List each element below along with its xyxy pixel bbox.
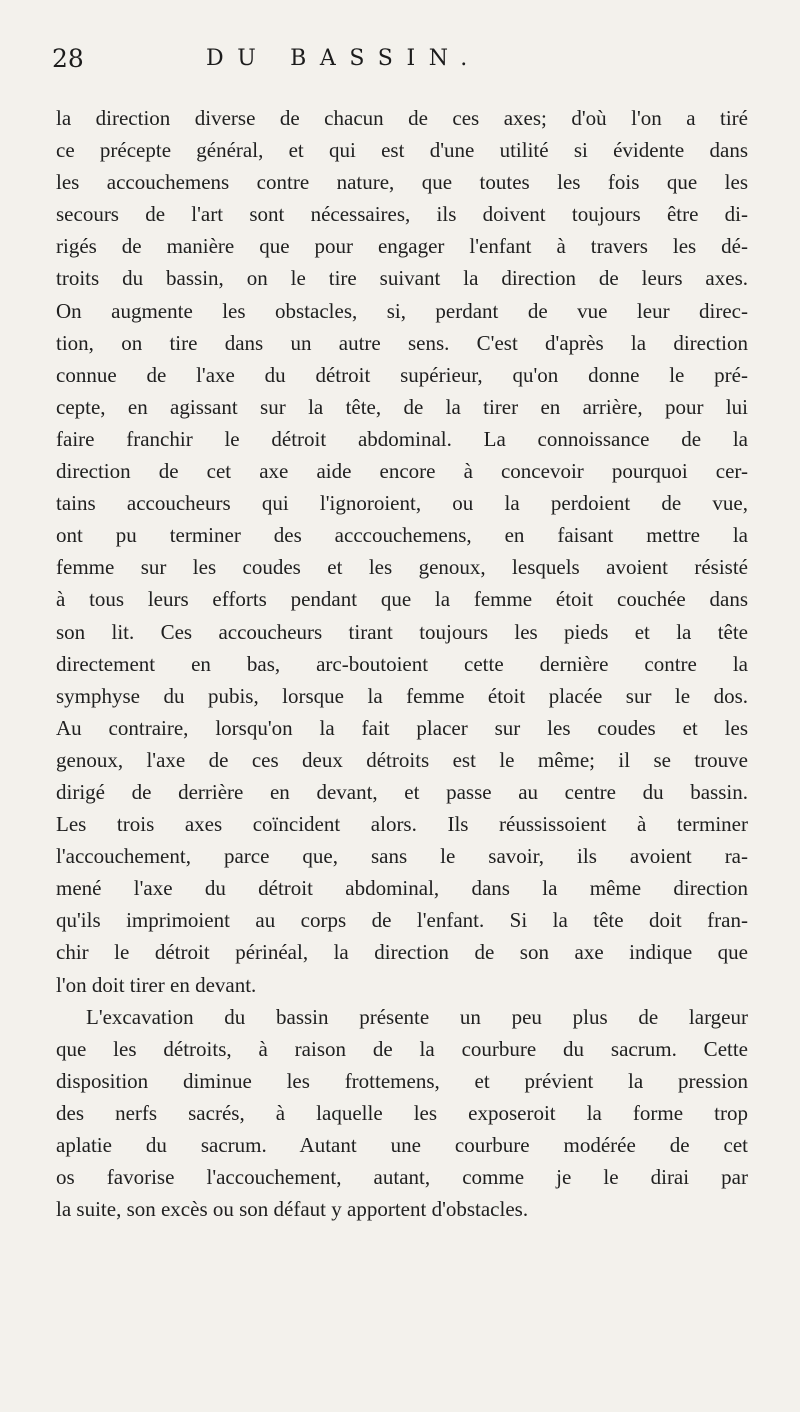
text-line: tion, on tire dans un autre sens. C'est d'après la direction: [56, 330, 748, 355]
text-line: dirigé de derrière en devant, et passe au centre du bassin.: [56, 779, 748, 804]
text-line: la suite, son excès ou son défaut y apportent d'obstacles.: [56, 1197, 529, 1222]
text-line: directement en bas, arc-boutoient cette dernière contre la: [56, 651, 748, 676]
text-line: ce précepte général, et qui est d'une utilité si évidente dans: [56, 138, 748, 163]
page-number: 28: [52, 44, 84, 73]
text-line: l'accouchement, parce que, sans le savoir, ils avoient ra-: [56, 844, 748, 869]
text-line: femme sur les coudes et les genoux, lesquels avoient résisté: [56, 555, 748, 580]
text-line: ont pu terminer des acccouchemens, en faisant mettre la: [56, 523, 748, 548]
text-line: son lit. Ces accoucheurs tirant toujours les pieds et la tête: [56, 619, 748, 644]
text-line: symphyse du pubis, lorsque la femme étoit placée sur le dos.: [56, 683, 748, 708]
text-line: mené l'axe du détroit abdominal, dans la même direction: [56, 876, 748, 901]
text-line: chir le détroit périnéal, la direction de son axe indique que: [56, 940, 748, 965]
text-line: os favorise l'accouchement, autant, comme je le dirai par: [56, 1165, 748, 1190]
text-line: tains accoucheurs qui l'ignoroient, ou la perdoient de vue,: [56, 491, 748, 516]
text-line: rigés de manière que pour engager l'enfant à travers les dé-: [56, 234, 748, 259]
text-line: genoux, l'axe de ces deux détroits est le même; il se trouve: [56, 747, 748, 772]
running-title: DU BASSIN.: [206, 46, 481, 71]
text-line: Les trois axes coïncident alors. Ils réussissoient à terminer: [56, 812, 748, 837]
text-line: à tous leurs efforts pendant que la femme étoit couchée dans: [56, 587, 748, 612]
text-line: l'on doit tirer en devant.: [56, 972, 257, 997]
text-line: Au contraire, lorsqu'on la fait placer sur les coudes et les: [56, 715, 748, 740]
text-line: troits du bassin, on le tire suivant la direction de leurs axes.: [56, 266, 748, 291]
text-line: secours de l'art sont nécessaires, ils doivent toujours être di-: [56, 202, 748, 227]
text-line: disposition diminue les frottemens, et prévient la pression: [56, 1068, 748, 1093]
text-line: les accouchemens contre nature, que toutes les fois que les: [56, 170, 748, 195]
text-line: qu'ils imprimoient au corps de l'enfant. Si la tête doit fran-: [56, 908, 748, 933]
text-line: des nerfs sacrés, à laquelle les exposeroit la forme trop: [56, 1100, 748, 1125]
page-header: [52, 44, 752, 84]
paragraph-2: [56, 1001, 748, 1226]
text-line: la direction diverse de chacun de ces axes; d'où l'on a tiré: [56, 106, 748, 130]
text-line: cepte, en agissant sur la tête, de la tirer en arrière, pour lui: [56, 394, 748, 419]
text-line: L'excavation du bassin présente un peu plus de largeur: [86, 1004, 748, 1029]
body-text: [56, 102, 748, 1225]
text-line: aplatie du sacrum. Autant une courbure modérée de cet: [56, 1133, 748, 1157]
text-line: que les détroits, à raison de la courbure du sacrum. Cette: [56, 1036, 748, 1061]
text-line: On augmente les obstacles, si, perdant de vue leur direc-: [56, 298, 748, 323]
text-line: direction de cet axe aide encore à concevoir pourquoi cer-: [56, 459, 748, 484]
text-line: connue de l'axe du détroit supérieur, qu'on donne le pré-: [56, 362, 748, 387]
paragraph-1: [56, 102, 748, 1001]
text-line: faire franchir le détroit abdominal. La connoissance de la: [56, 426, 748, 451]
